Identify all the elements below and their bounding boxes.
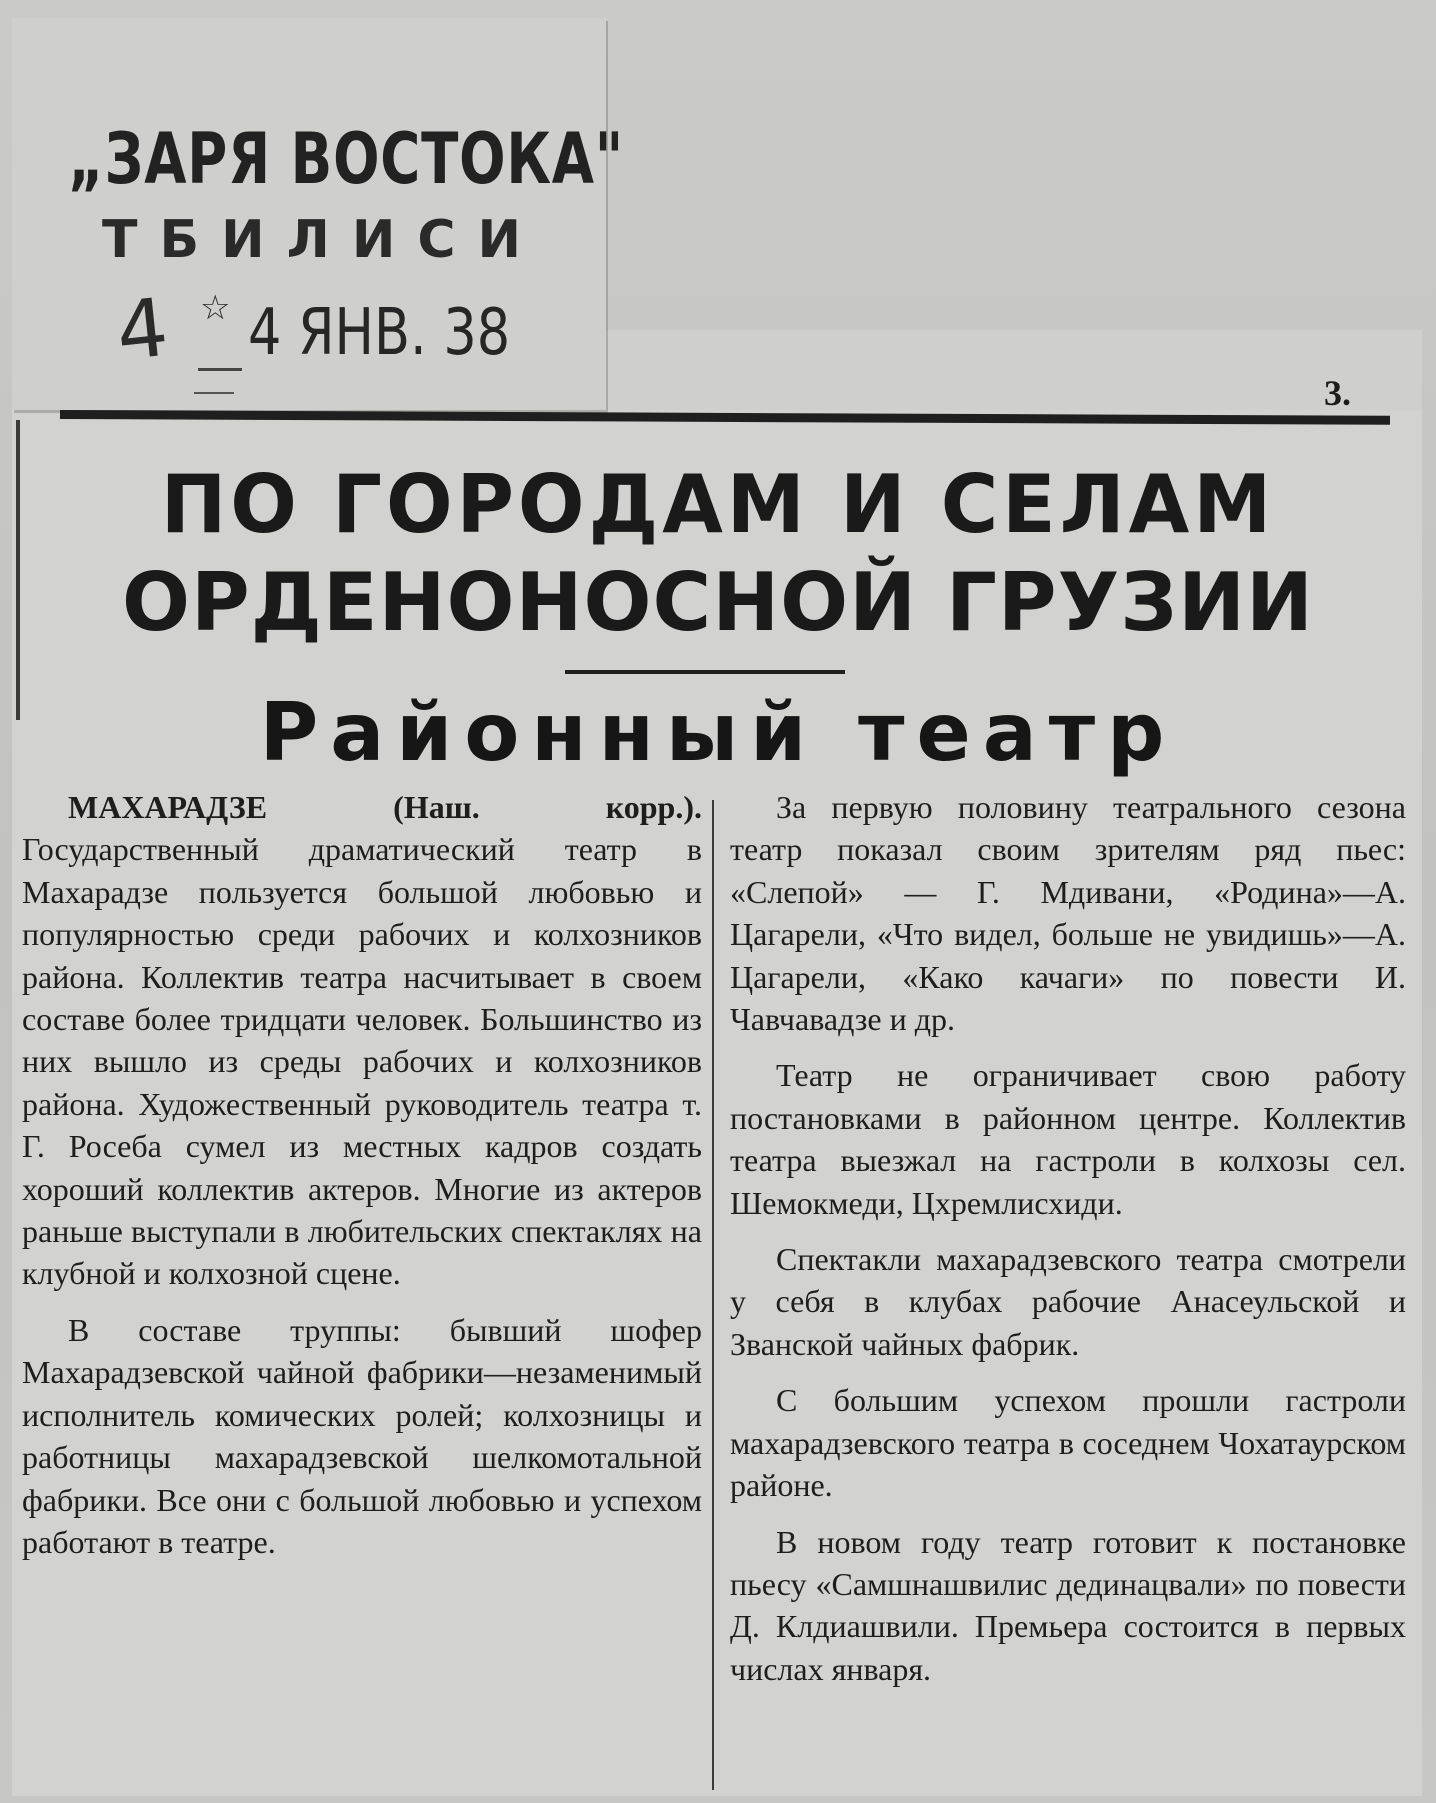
paragraph [22, 1309, 702, 1563]
paragraph: Спектакли махарадзевского театра смотрели у себя в клубах рабочие Анасеульской и Званской чайных фабрик. [730, 1241, 1406, 1362]
page-number: 3. [1324, 373, 1351, 413]
left-column [22, 786, 702, 1577]
column-divider [712, 800, 714, 1790]
article-title: Районный театр [259, 686, 1177, 779]
stamped-date: 4 ЯНВ. 38 [248, 296, 511, 370]
clipping-top-edge [606, 330, 1422, 412]
paragraph: С большим успехом прошли гастроли махарадзевского театра в соседнем Чохатаурском районе. [730, 1382, 1406, 1504]
paragraph: За первую половину театрального сезона театр показал своим зрителям ряд пьес: «Слепой» — Г. Мдивани, «Родина»—А. Цагарели, «Что видел, больше не увидишь»—А. Цагарели, «Како качаги» по повести И. Чавчавадзе и др. [730, 789, 1406, 1038]
paragraph [22, 786, 702, 1295]
title-divider [565, 670, 845, 674]
paragraph-text: Государственный драматический театр в Махарадзе пользуется большой любовью и популярностью среди рабочих и колхозников района. Коллектив театра насчитывает в своем составе более тридцати человек. Большинство из них вышло из среды рабочих и колхозников района. Художественный руководитель театра т. Г. Росеба сумел из местных кадров создать хороший коллектив актеров. Многие из актеров раньше выступали в любительских спектаклях на клубной и колхозной сцене. [22, 831, 702, 1292]
handwritten-date: 4 [112, 280, 173, 379]
section-title-line1: ПО ГОРОДАМ И СЕЛАМ [160, 458, 1276, 551]
section-title-line2: ОРДЕНОНОСНОЙ ГРУЗИИ [122, 556, 1314, 649]
paragraph: Театр не ограничивает свою работу постановками в районном центре. Коллектив театра выезжал на гастроли в колхозы сел. Шемокмеди, Цхремлисхиди. [730, 1057, 1406, 1221]
paragraph-text: В составе труппы: бывший шофер Махарадзевской чайной фабрики—незаменимый исполнитель комических ролей; колхозницы и работницы махарадзевской шелкомотальной фабрики. Все они с большой любовью и успехом работают в театре. [22, 1311, 702, 1560]
right-column [730, 786, 1406, 1704]
date-underline-2 [194, 392, 234, 394]
newspaper-name: „ЗАРЯ ВОСТОКА" [68, 118, 625, 200]
star-icon: ☆ [200, 288, 231, 328]
dateline: МАХАРАДЗЕ (Наш. корр.). [68, 789, 702, 825]
city-name: ТБИЛИСИ [102, 210, 544, 270]
date-underline [198, 368, 242, 371]
paragraph: В новом году театр готовит к постановке пьесу «Самшнашвилис дединацвали» по повести Д. Клдиашвили. Премьера состоится в первых числах января. [730, 1523, 1406, 1687]
